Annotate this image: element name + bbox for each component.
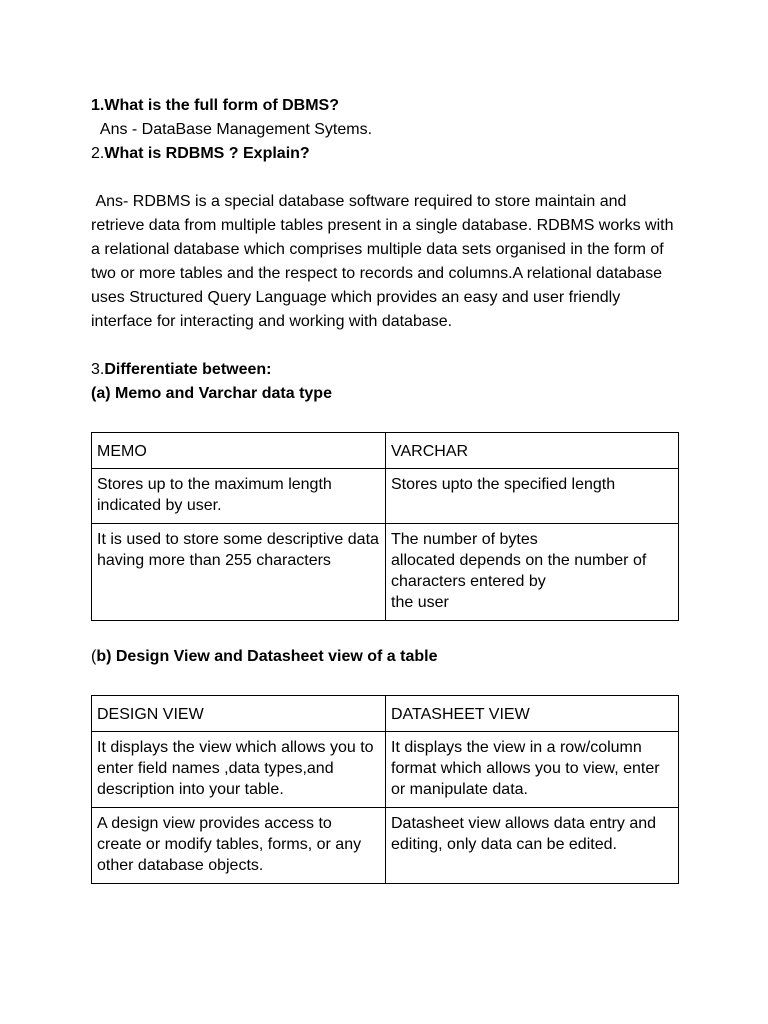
table-row <box>92 732 679 808</box>
table-cell: A design view provides access to create or modify tables, forms, or any other database objects. <box>92 808 386 884</box>
part-a-title: (a) Memo and Varchar data type <box>91 385 332 402</box>
question-3 <box>91 358 681 382</box>
part-b-paren: ( <box>91 648 97 665</box>
table-cell: It displays the view which allows you to enter field names ,data types,and description into your table. <box>92 732 386 808</box>
table-cell: Stores up to the maximum length indicated by user. <box>92 469 386 524</box>
table-header-cell: DATASHEET VIEW <box>386 696 679 732</box>
table-cell: Stores upto the specified length <box>386 469 679 524</box>
question-3-text: Differentiate between: <box>104 361 272 378</box>
table-cell: The number of bytes allocated depends on the number of characters entered by the user <box>386 524 679 621</box>
document-page <box>91 94 681 884</box>
table-cell: It is used to store some descriptive data having more than 255 characters <box>92 524 386 621</box>
answer-2: Ans- RDBMS is a special database software required to store maintain and retrieve data from multiple tables present in a single database. RDBMS works with a relational database which comprises multiple data sets organised in the form of two or more tables and the respect to records and columns.A relational database uses Structured Query Language which provides an easy and user friendly interface for interacting and working with database. <box>91 193 678 330</box>
table-cell: It displays the view in a row/column format which allows you to view, enter or manipulate data. <box>386 732 679 808</box>
part-b-title <box>91 645 681 669</box>
table-row <box>92 808 679 884</box>
question-2-text: What is RDBMS ? Explain? <box>104 145 310 162</box>
question-2-number: 2. <box>91 145 105 162</box>
memo-varchar-table <box>91 432 679 621</box>
question-3-number: 3. <box>91 361 105 378</box>
answer-1: Ans - DataBase Management Sytems. <box>91 121 373 138</box>
table-cell: Datasheet view allows data entry and editing, only data can be edited. <box>386 808 679 884</box>
table-header-cell: MEMO <box>92 433 386 469</box>
design-datasheet-table <box>91 695 679 884</box>
question-1-number: 1. <box>91 97 105 114</box>
question-2 <box>91 142 681 166</box>
part-b-title-text: b) Design View and Datasheet view of a table <box>96 648 438 665</box>
table-row <box>92 524 679 621</box>
table-header-cell: DESIGN VIEW <box>92 696 386 732</box>
table-header-row <box>92 696 679 732</box>
table-header-row <box>92 433 679 469</box>
question-1-text: What is the full form of DBMS? <box>104 97 339 114</box>
table-row <box>92 469 679 524</box>
table-header-cell: VARCHAR <box>386 433 679 469</box>
question-1 <box>91 94 681 118</box>
